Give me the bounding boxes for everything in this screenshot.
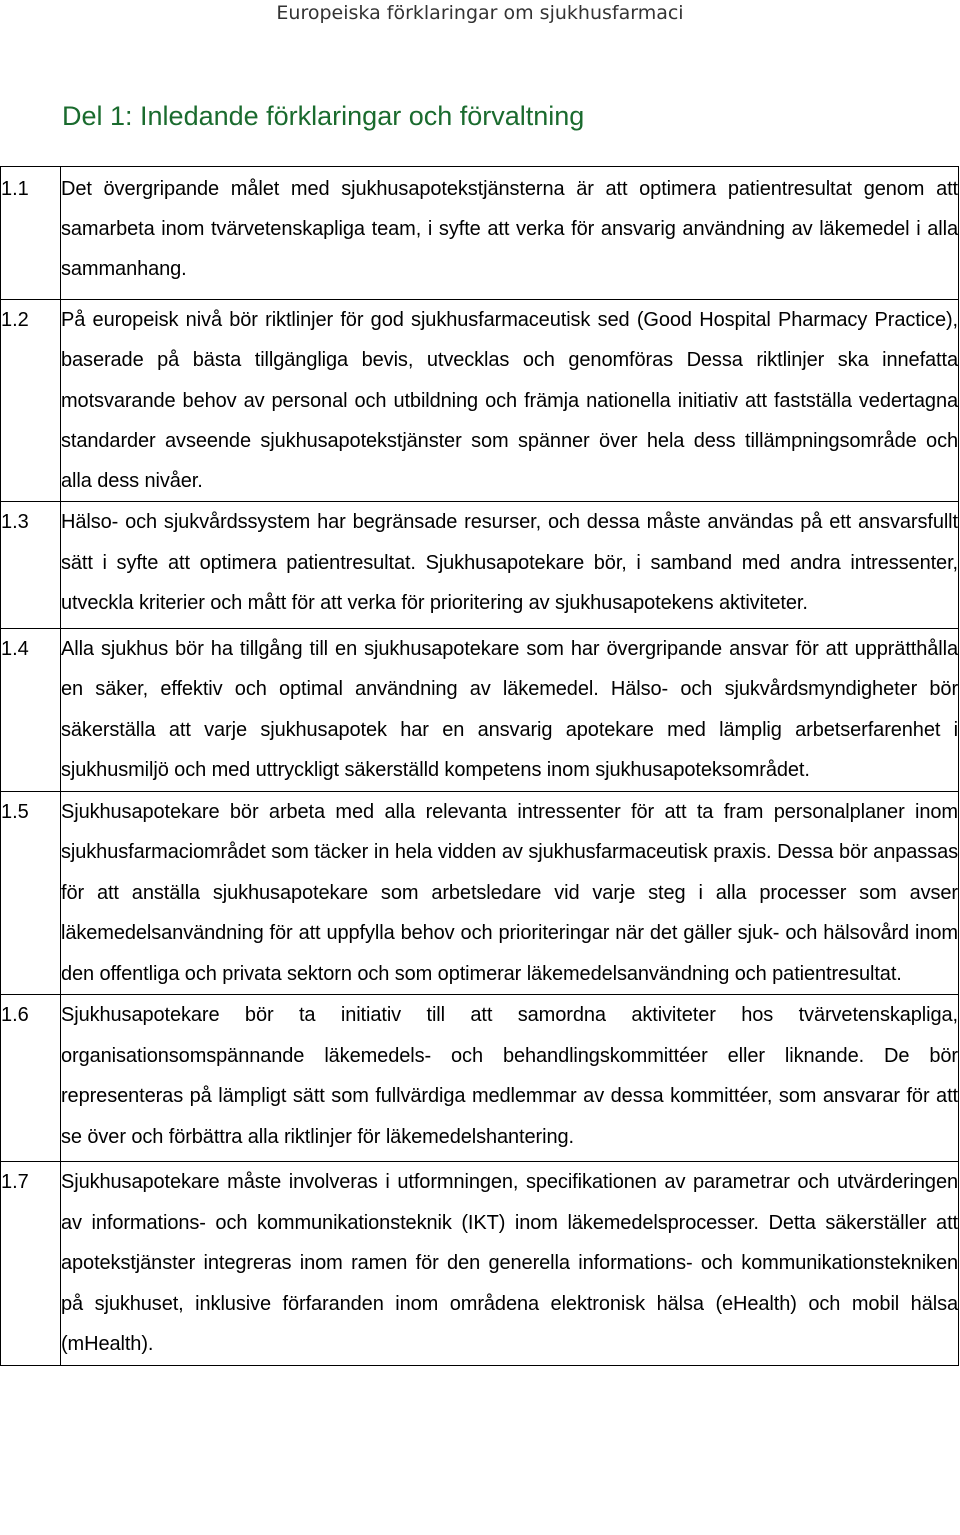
item-text: Sjukhusapotekare bör ta initiativ till att samordna aktiviteter hos tvärvetenskapliga, organisationsomspännande läkemedels- och behandlingskommittéer eller liknande. De bör representeras på lämpligt sätt som fullvärdiga medlemmar av dessa kommittéer, som ansvarar för att se över och förbättra alla riktlinjer för läkemedelshantering. <box>61 995 959 1162</box>
item-number: 1.6 <box>1 995 61 1162</box>
item-number: 1.3 <box>1 502 61 629</box>
section-title: Del 1: Inledande förklaringar och förvaltning <box>62 101 585 131</box>
item-text: Sjukhusapotekare bör arbeta med alla relevanta intressenter för att ta fram personalplaner inom sjukhusfarmaciområdet som täcker in hela vidden av sjukhusfarmaceutisk praxis. Dessa bör anpassas för att anställa sjukhusapotekare som arbetsledare vid varje steg i alla processer som avser läkemedelsanvändning för att uppfylla behov och prioriteringar när det gäller sjuk- och hälsovård inom den offentliga och privata sektorn och som optimerar läkemedelsanvändning och patientresultat. <box>61 791 959 995</box>
item-text: På europeisk nivå bör riktlinjer för god sjukhusfarmaceutisk sed (Good Hospital Pharmacy Practice), baserade på bästa tillgängliga bevis, utvecklas och genomföras Dessa riktlinjer ska innefatta motsvarande behov av personal och utbildning och främja nationella initiativ att fastställa vedertagna standarder avseende sjukhusapotekstjänster som spänner över hela dess tillämpningsområde och alla dess nivåer. <box>61 300 959 502</box>
item-text: Hälso- och sjukvårdssystem har begränsade resurser, och dessa måste användas på ett ansvarsfullt sätt i syfte att optimera patientresultat. Sjukhusapotekare bör, i samband med andra intressenter, utveckla kriterier och mått för att verka för prioritering av sjukhusapotekens aktiviteter. <box>61 502 959 629</box>
declarations-table <box>0 166 959 1366</box>
item-number: 1.4 <box>1 628 61 791</box>
table-row <box>1 502 959 629</box>
item-number: 1.7 <box>1 1162 61 1366</box>
item-text: Sjukhusapotekare måste involveras i utformningen, specifikationen av parametrar och utvärderingen av informations- och kommunikationsteknik (IKT) inom läkemedelsprocesser. Detta säkerställer att apotekstjänster integreras inom ramen för den generella informations- och kommunikationstekniken på sjukhuset, inklusive förfaranden inom områdena elektronisk hälsa (eHealth) och mobil hälsa (mHealth). <box>61 1162 959 1366</box>
table-row <box>1 300 959 502</box>
item-number: 1.2 <box>1 300 61 502</box>
item-number: 1.1 <box>1 167 61 300</box>
table-row <box>1 1162 959 1366</box>
table-row <box>1 628 959 791</box>
table-row <box>1 167 959 300</box>
table-row <box>1 995 959 1162</box>
table-row <box>1 791 959 995</box>
item-text: Alla sjukhus bör ha tillgång till en sjukhusapotekare som har övergripande ansvar för att upprätthålla en säker, effektiv och optimal användning av läkemedel. Hälso- och sjukvårdsmyndigheter bör säkerställa att varje sjukhusapotek har en ansvarig apotekare med lämplig arbetserfarenhet i sjukhusmiljö och med uttryckligt säkerställd kompetens inom sjukhusapoteksområdet. <box>61 628 959 791</box>
item-number: 1.5 <box>1 791 61 995</box>
item-text: Det övergripande målet med sjukhusapotekstjänsterna är att optimera patientresultat genom att samarbeta inom tvärvetenskapliga team, i syfte att verka för ansvarig användning av läkemedel i alla sammanhang. <box>61 167 959 300</box>
running-header: Europeiska förklaringar om sjukhusfarmaci <box>276 2 684 24</box>
